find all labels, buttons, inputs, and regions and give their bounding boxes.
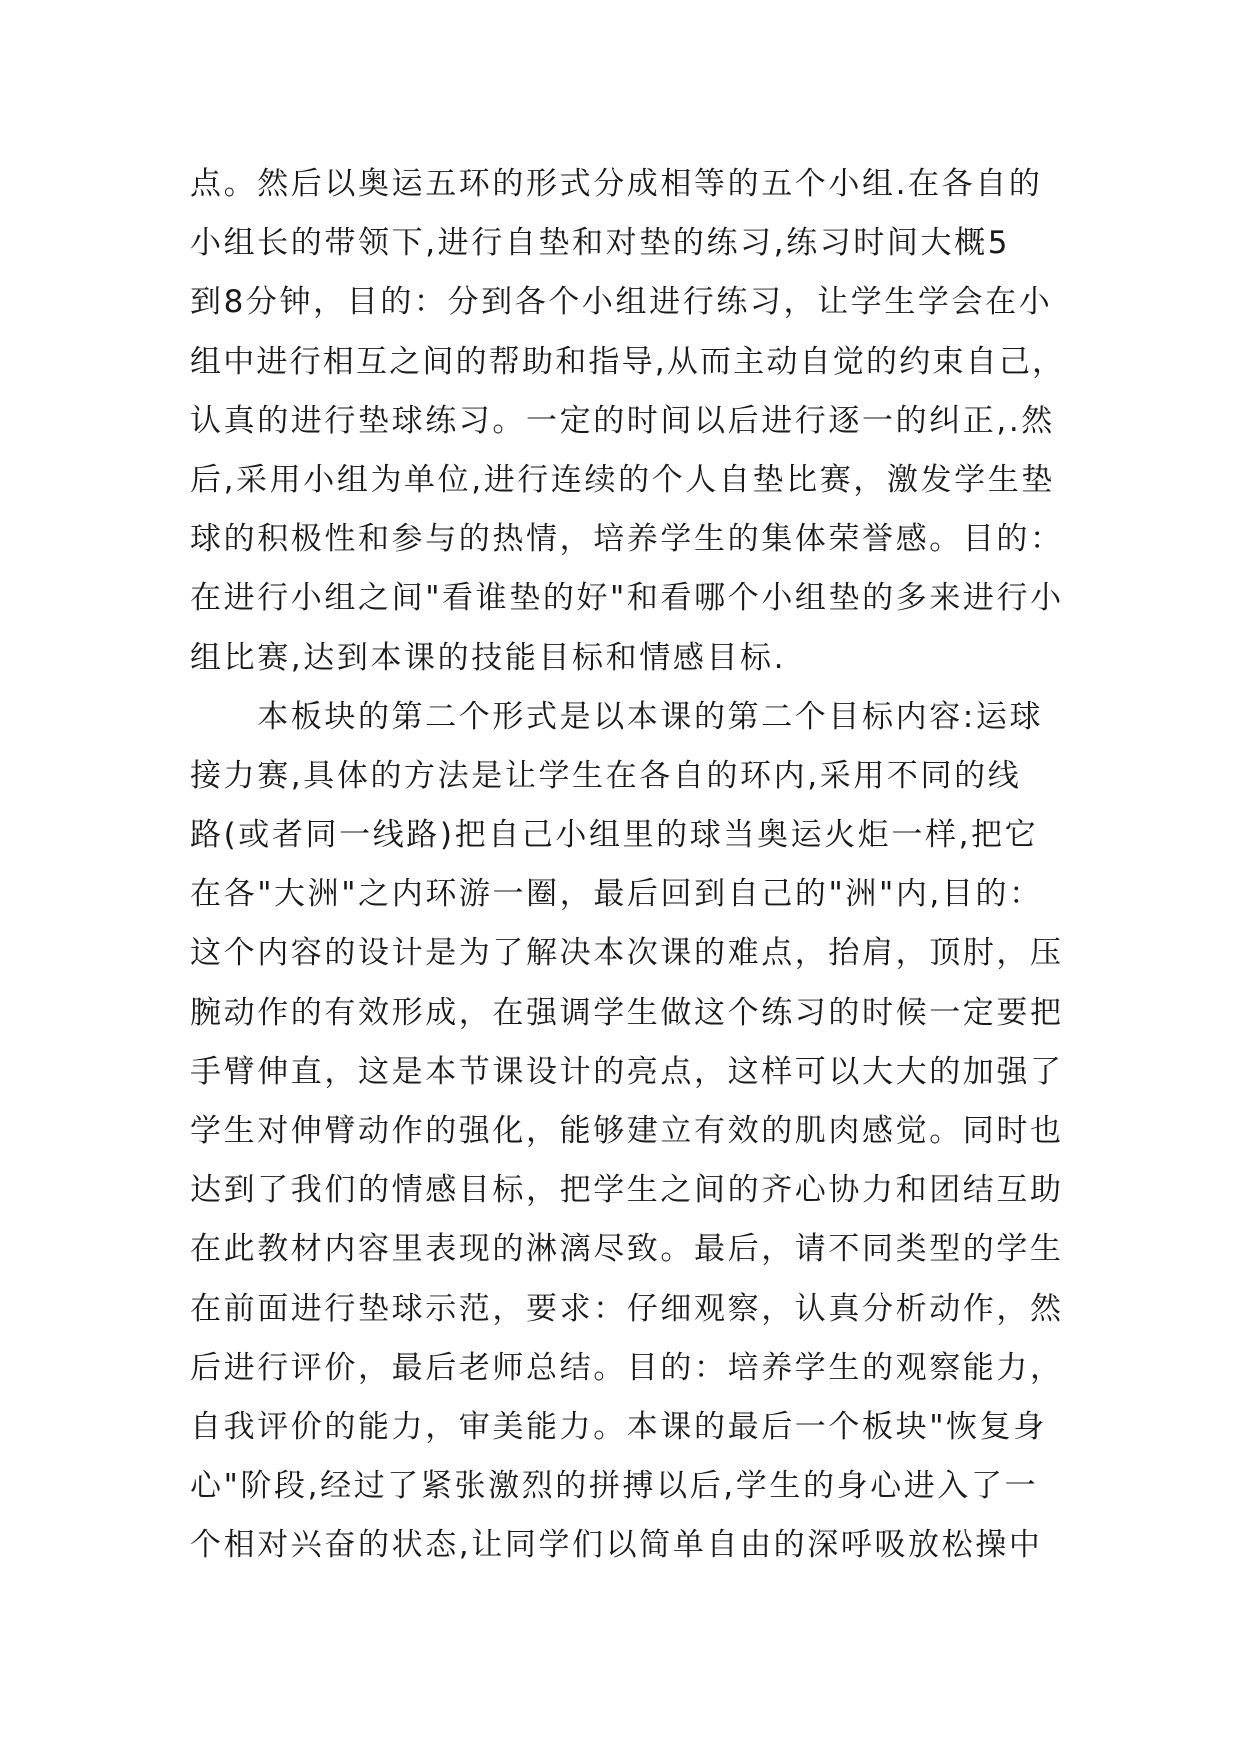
- text-line: 球的积极性和参与的热情，培养学生的集体荣誉感。目的：: [190, 521, 1064, 558]
- text-line: 接力赛,具体的方法是让学生在各自的环内,采用不同的线: [190, 757, 1022, 794]
- text-line: 到8分钟，目的：分到各个小组进行练习，让学生学会在小: [190, 284, 1053, 321]
- text-line: 在前面进行垫球示范，要求：仔细观察，认真分析动作，然: [190, 1290, 1064, 1327]
- text-line: 小组长的带领下,进行自垫和对垫的练习,练习时间大概5: [190, 225, 1011, 262]
- text-line: 点。然后以奥运五环的形式分成相等的五个小组.在各自的: [190, 166, 1043, 202]
- text-line: 学生对伸臂动作的强化，能够建立有效的肌肉感觉。同时也: [190, 1113, 1064, 1149]
- text-line: 组比赛,达到本课的技能目标和情感目标.: [190, 639, 787, 676]
- text-line: 达到了我们的情感目标，把学生之间的齐心协力和团结互助: [190, 1172, 1064, 1209]
- text-line: 路(或者同一线路)把自己小组里的球当奥运火炬一样,把它: [190, 817, 1039, 854]
- text-line: 后进行评价，最后老师总结。目的：培养学生的观察能力，: [190, 1349, 1064, 1386]
- text-line: 腕动作的有效形成，在强调学生做这个练习的时候一定要把: [190, 994, 1064, 1031]
- text-line: 个相对兴奋的状态,让同学们以简单自由的深呼吸放松操中: [190, 1527, 1043, 1564]
- paragraph-start-line: 本板块的第二个形式是以本课的第二个目标内容:运球: [190, 698, 1044, 735]
- text-line: 组中进行相互之间的帮助和指导,从而主动自觉的约束自己，: [190, 343, 1066, 380]
- text-line: 这个内容的设计是为了解决本次课的难点，抬肩，顶肘，压: [190, 935, 1064, 972]
- text-line: 在各"大洲"之内环游一圈，最后回到自己的"洲"内,目的：: [190, 876, 1043, 913]
- text-line: 在此教材内容里表现的淋漓尽致。最后，请不同类型的学生: [190, 1231, 1064, 1268]
- text-line: 手臂伸直，这是本节课设计的亮点，这样可以大大的加强了: [190, 1053, 1064, 1090]
- text-line: 后,采用小组为单位,进行连续的个人自垫比赛，激发学生垫: [190, 461, 1055, 498]
- body-text: [190, 155, 1070, 1576]
- text-line: 心"阶段,经过了紧张激烈的拼搏以后,学生的身心进入了一: [190, 1468, 1039, 1505]
- text-line: 在进行小组之间"看谁垫的好"和看哪个小组垫的多来进行小: [190, 580, 1064, 617]
- text-line: 自我评价的能力，审美能力。本课的最后一个板块"恢复身: [190, 1408, 1047, 1445]
- text-line: 认真的进行垫球练习。一定的时间以后进行逐一的纠正,.然: [190, 402, 1055, 439]
